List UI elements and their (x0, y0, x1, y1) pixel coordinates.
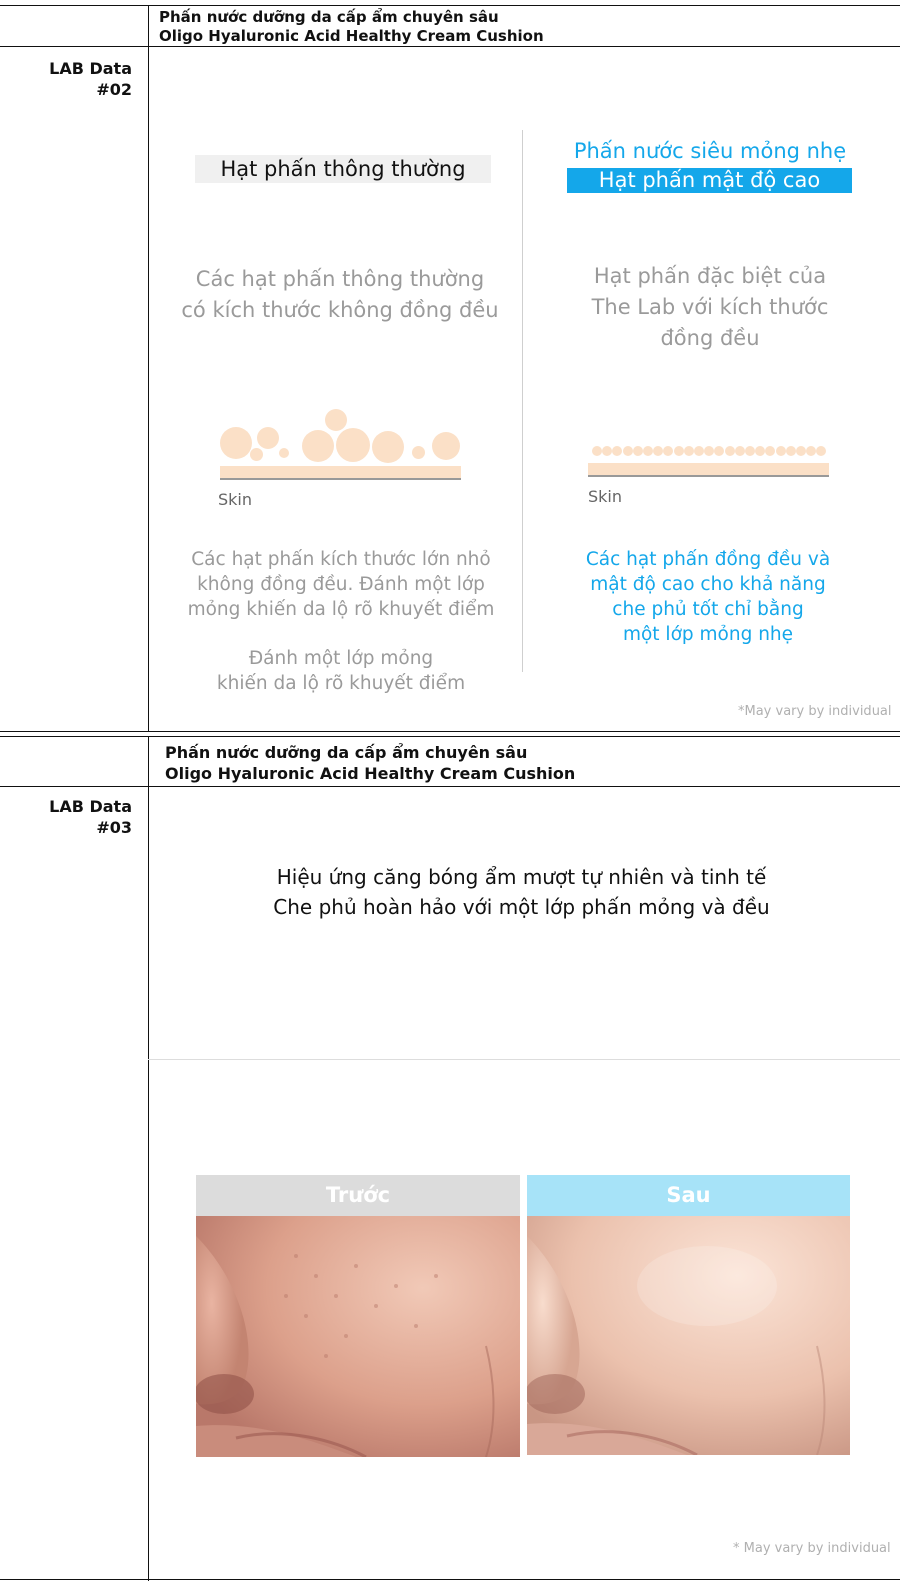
particle (432, 432, 460, 460)
particle (279, 448, 289, 458)
section-rule-top-2 (0, 736, 900, 737)
after-header: Sau (527, 1175, 850, 1216)
particle (372, 431, 404, 463)
particle (623, 446, 633, 456)
particle (220, 427, 252, 459)
lab-powder-caption: Các hạt phấn đồng đều và mật độ cao cho khả năng che phủ tốt chỉ bằng một lớp mỏng nhẹ (585, 549, 831, 645)
particle (694, 446, 704, 456)
particle (725, 446, 735, 456)
lab-data-label-02: LAB Data #02 (49, 59, 132, 99)
header-rule-03 (0, 786, 900, 787)
thin-cushion-heading: Phấn nước siêu mỏng nhẹ (573, 139, 847, 163)
before-skin-photo (196, 1216, 520, 1457)
particle (816, 446, 826, 456)
after-face-image (527, 1216, 850, 1455)
particle (735, 446, 745, 456)
particle (755, 446, 765, 456)
skin-label-left: Skin (218, 490, 253, 509)
product-name-vn-02: Phấn nước dưỡng da cấp ẩm chuyên sâu (159, 8, 499, 26)
effect-headline: Hiệu ứng căng bóng ẩm mượt tự nhiên và tinh tế Che phủ hoàn hảo với một lớp phấn mỏng và đều (273, 865, 770, 919)
lab-powder-desc: Hạt phấn đặc biệt của The Lab với kích thước đồng đều (591, 264, 829, 350)
particle (796, 446, 806, 456)
skin-label-right: Skin (588, 487, 623, 506)
skin-layer-right (588, 463, 829, 477)
disclaimer-note-03: * May vary by individual (733, 1541, 891, 1556)
after-skin-photo (527, 1216, 850, 1455)
particle (250, 448, 263, 461)
normal-powder-desc: Các hạt phấn thông thường có kích thước không đồng đều (181, 267, 499, 322)
top-rule (0, 5, 900, 6)
comparison-divider (522, 130, 523, 672)
disclaimer-note-02: *May vary by individual (738, 704, 892, 719)
product-name-en-03: Oligo Hyaluronic Acid Healthy Cream Cushion (165, 764, 576, 783)
particle (663, 446, 673, 456)
column-divider-02 (148, 5, 149, 731)
particle (806, 446, 816, 456)
lab-data-label-03: LAB Data #03 (49, 797, 132, 837)
particle (336, 428, 370, 462)
particle (765, 446, 775, 456)
product-name-vn-03: Phấn nước dưỡng da cấp ẩm chuyên sâu (165, 743, 528, 762)
particle (412, 446, 425, 459)
content-separator (148, 1059, 900, 1060)
skin-layer-left (220, 466, 461, 480)
particle (257, 427, 279, 449)
normal-powder-caption: Các hạt phấn kích thước lớn nhỏ không đồng đều. Đánh một lớp mỏng khiến da lộ rõ khuyết điểm (187, 549, 495, 620)
dense-powder-heading: Hạt phấn mật độ cao (567, 168, 852, 193)
particle (786, 446, 796, 456)
column-divider-03 (148, 736, 149, 1581)
particle (592, 446, 602, 456)
section-rule-top (0, 731, 900, 732)
before-header: Trước (196, 1175, 520, 1216)
particle (302, 430, 334, 462)
product-name-en-02: Oligo Hyaluronic Acid Healthy Cream Cushion (159, 27, 544, 45)
before-face-image (196, 1216, 520, 1457)
particle (602, 446, 612, 456)
particle (653, 446, 663, 456)
particle (633, 446, 643, 456)
particle (612, 446, 622, 456)
particle (776, 446, 786, 456)
bottom-rule (0, 1579, 900, 1580)
particle (714, 446, 724, 456)
particle (674, 446, 684, 456)
header-rule-02 (0, 46, 900, 47)
particle (684, 446, 694, 456)
particle (745, 446, 755, 456)
normal-powder-heading: Hạt phấn thông thường (195, 155, 491, 183)
particle (704, 446, 714, 456)
normal-powder-caption-2: Đánh một lớp mỏng khiến da lộ rõ khuyết điểm (216, 648, 466, 694)
particle (643, 446, 653, 456)
particle (325, 409, 347, 431)
